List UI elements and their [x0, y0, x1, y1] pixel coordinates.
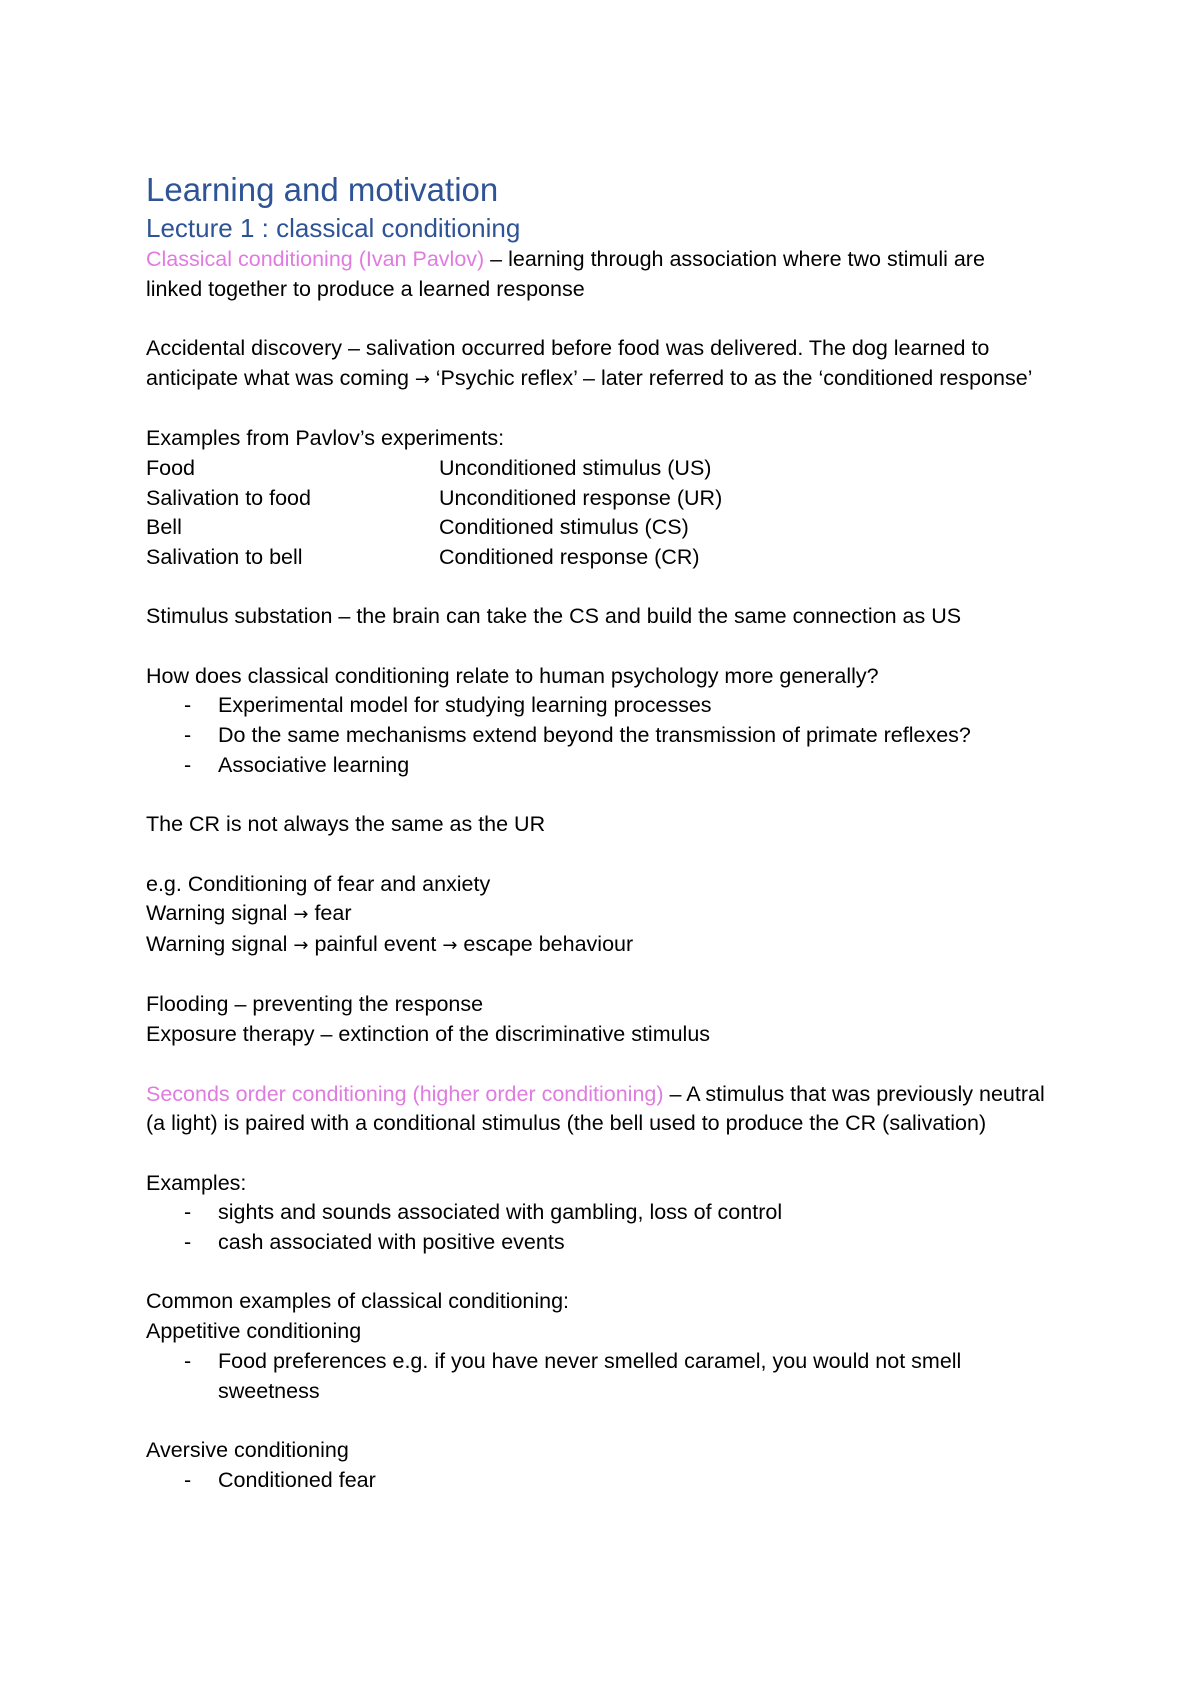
list-item — [146, 1228, 1046, 1258]
list-item — [146, 1198, 1046, 1228]
list-item-text: cash associated with positive events — [218, 1230, 565, 1255]
examples-table — [146, 454, 1046, 573]
right-arrow-icon: → — [442, 935, 458, 957]
bullet-dash: - — [184, 752, 192, 777]
table-row — [146, 543, 1046, 573]
list-item-text: Experimental model for studying learning processes — [218, 693, 712, 718]
aversive-heading: Aversive conditioning — [146, 1437, 349, 1462]
definition-term: Classical conditioning (Ivan Pavlov) — [146, 247, 485, 271]
discovery-text-1: Accidental discovery – salivation occurred before food was delivered. The dog learned to anticipate what was coming — [146, 336, 990, 390]
right-arrow-icon: → — [293, 904, 309, 926]
right-arrow-icon: → — [414, 368, 436, 390]
lecture-heading: Lecture 1 : classical conditioning — [146, 213, 521, 243]
table-cell: Bell — [146, 515, 182, 540]
table-cell: Food — [146, 455, 196, 480]
fear-text: Warning signal — [146, 932, 294, 957]
table-cell: Salivation to food — [146, 485, 311, 510]
list-item — [146, 691, 1046, 721]
examples-heading: Examples from Pavlov’s experiments: — [146, 426, 505, 451]
list-item-text: sights and sounds associated with gambling, loss of control — [218, 1200, 783, 1225]
bullet-dash: - — [184, 693, 192, 718]
second-order-text: – A stimulus that was previously neutral (a light) is paired with a conditional stimulus (the bell used to produce the CR (salivation) — [146, 1081, 1045, 1136]
aversive-bullets — [146, 1466, 1046, 1496]
cr-not-same: The CR is not always the same as the UR — [146, 812, 546, 837]
examples2-heading: Examples: — [146, 1170, 247, 1195]
fear-text: painful event — [308, 932, 443, 957]
stimulus-substation: Stimulus substation – the brain can take the CS and build the same connection as US — [146, 604, 962, 629]
fear-line-3 — [146, 930, 1046, 961]
table-row — [146, 513, 1046, 543]
bullet-dash: - — [184, 1348, 192, 1373]
document-title: Learning and motivation — [146, 171, 499, 208]
list-item — [146, 1347, 1046, 1406]
second-order-term: Seconds order conditioning (higher order conditioning) — [146, 1081, 664, 1106]
table-cell: Salivation to bell — [146, 545, 303, 569]
list-item-text: Do the same mechanisms extend beyond the transmission of primate reflexes? — [218, 723, 971, 748]
bullet-dash: - — [184, 723, 192, 748]
appetitive-bullets — [146, 1347, 1046, 1406]
fear-text: Warning signal — [146, 901, 294, 926]
fear-line-1: e.g. Conditioning of fear and anxiety — [146, 871, 491, 896]
bullet-dash: - — [184, 1200, 192, 1225]
flooding: Flooding – preventing the response — [146, 992, 484, 1017]
second-order-paragraph — [146, 1080, 1046, 1139]
list-item — [146, 721, 1046, 751]
table-row — [146, 484, 1046, 514]
list-item — [146, 751, 1046, 781]
fear-text: fear — [308, 901, 352, 926]
bullet-dash: - — [184, 1467, 192, 1492]
discovery-text-2: ‘Psychic reflex’ – later referred to as the ‘conditioned response’ — [435, 365, 1033, 390]
table-cell: Unconditioned response (UR) — [439, 485, 723, 510]
definition-paragraph — [146, 245, 1046, 304]
common-heading: Common examples of classical conditioning: — [146, 1289, 570, 1314]
human-question: How does classical conditioning relate to human psychology more generally? — [146, 663, 879, 688]
examples2-bullets — [146, 1198, 1046, 1257]
list-item-text: Associative learning — [218, 752, 410, 777]
definition-text: – learning through association where two stimuli are linked together to produce a learned response — [146, 247, 985, 301]
appetitive-heading: Appetitive conditioning — [146, 1319, 362, 1344]
bullet-dash: - — [184, 1230, 192, 1255]
table-row — [146, 454, 1046, 484]
table-cell: Conditioned response (CR) — [439, 545, 700, 569]
fear-text: escape behaviour — [457, 932, 634, 957]
list-item-text: Conditioned fear — [218, 1467, 376, 1492]
discovery-paragraph — [146, 334, 1046, 394]
human-bullets — [146, 691, 1046, 780]
table-cell: Unconditioned stimulus (US) — [439, 455, 712, 480]
right-arrow-icon: → — [293, 935, 309, 957]
fear-line-2 — [146, 899, 1046, 930]
list-item-text: Food preferences e.g. if you have never smelled caramel, you would not smell sweetness — [218, 1348, 962, 1403]
table-cell: Conditioned stimulus (CS) — [439, 515, 689, 540]
exposure-therapy: Exposure therapy – extinction of the discriminative stimulus — [146, 1022, 711, 1047]
list-item — [146, 1466, 1046, 1496]
document-body — [146, 168, 1046, 1495]
